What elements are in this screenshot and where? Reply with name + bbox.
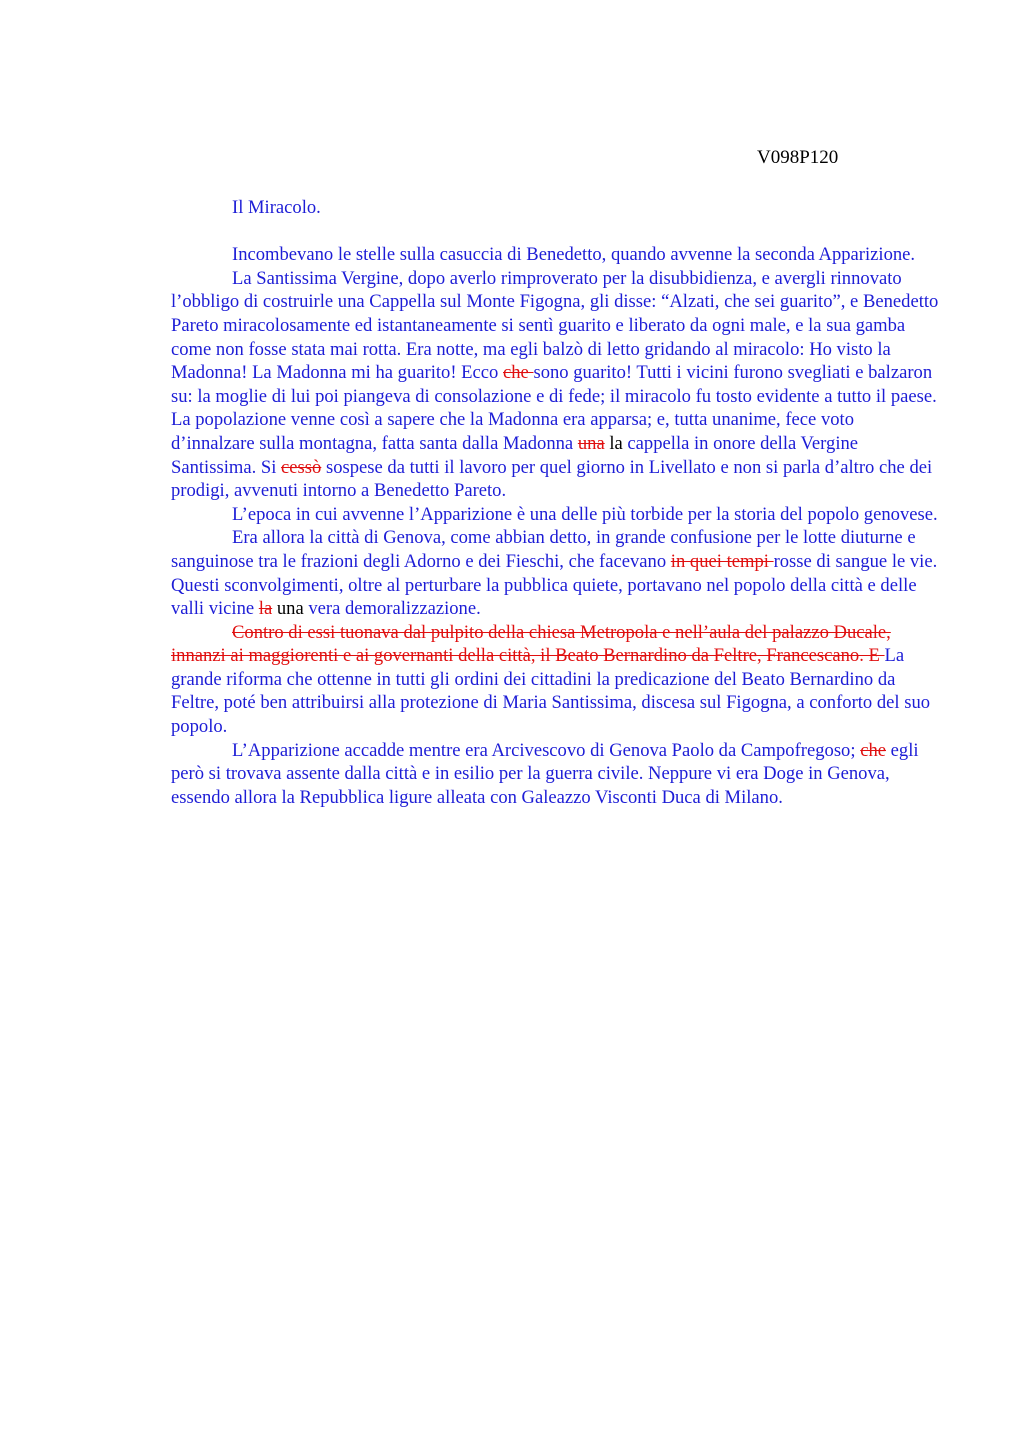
text-segment: sospese da tutti il lavoro per quel giorno in Livellato e non si parla d’altro che dei prodigi, avvenuti intorno a Benedetto Pareto. bbox=[171, 456, 933, 502]
inserted-text: la bbox=[604, 432, 623, 454]
text-segment: La grande riforma che ottenne in tutti gli ordini dei cittadini la predicazione del Beato Bernardino da Feltre, poté ben attribuirsi alla protezione di Maria Santissima, discesa sul Figogna, a conforto del suo popolo. bbox=[171, 645, 931, 738]
deleted-text: che bbox=[503, 362, 534, 384]
deleted-text: in quei tempi bbox=[670, 550, 774, 572]
inserted-text: una bbox=[272, 598, 304, 620]
paragraph bbox=[171, 526, 941, 620]
text-segment: L’Apparizione accadde mentre era Arcivescovo di Genova Paolo da Campofregoso; bbox=[232, 739, 861, 761]
deleted-text: la bbox=[258, 598, 273, 620]
deleted-text: cessò bbox=[281, 456, 322, 478]
deleted-text: una bbox=[577, 432, 605, 454]
text-segment: La Santissima Vergine, dopo averlo rimproverato per la disubbidienza, e avergli rinnovato l’obbligo di costruirle una Cappella sul Monte Figogna, gli disse: “Alzati, che sei guarito”, e Benedetto Pareto miracolosamente ed istantaneamente si sentì guarito e liberato da ogni male, e la sua gamba come non fosse stata mai rotta. Era notte, ma egli balzò di letto gridando al miracolo: Ho visto la Madonna! La Madonna mi ha guarito! Ecco bbox=[171, 267, 939, 384]
paragraph bbox=[171, 739, 941, 810]
paragraph bbox=[171, 243, 941, 267]
deleted-text: che bbox=[860, 739, 886, 761]
text-segment: sono guarito! Tutti i vicini furono svegliati e balzaron su: la moglie di lui poi piangeva di consolazione e di fede; il miracolo fu tosto evidente a tutto il paese. La popolazione venne così a sapere che la Madonna era apparsa; e, tutta unanime, fece voto d’innalzare sulla montagna, fatta santa dalla Madonna bbox=[171, 362, 937, 454]
text-segment: L’epoca in cui avvenne l’Apparizione è una delle più torbide per la storia del popolo genovese. bbox=[232, 503, 938, 525]
deleted-text: Contro di essi tuonava dal pulpito della chiesa Metropola e nell’aula del palazzo Ducale, innanzi ai maggiorenti e ai governanti della città, il Beato Bernardino da Feltre, Francescano. E bbox=[171, 621, 891, 667]
text-segment: vera demoralizzazione. bbox=[303, 598, 481, 620]
paragraph bbox=[171, 503, 941, 527]
text-segment: egli però si trovava assente dalla città e in esilio per la guerra civile. Neppure vi era Doge in Genova, essendo allora la Repubblica ligure alleata con Galeazzo Visconti Duca di Milano. bbox=[171, 739, 919, 808]
text-segment: cappella in onore della Vergine Santissima. Si bbox=[171, 432, 859, 478]
paragraph bbox=[171, 621, 941, 739]
text-segment: rosse di sangue le vie. Questi sconvolgimenti, oltre al perturbare la pubblica quiete, portavano nel popolo della città e delle valli vicine bbox=[171, 550, 938, 620]
document-body bbox=[171, 196, 941, 809]
text-segment: Incombevano le stelle sulla casuccia di Benedetto, quando avvenne la seconda Apparizione. bbox=[232, 244, 916, 266]
text-segment: Era allora la città di Genova, come abbian detto, in grande confusione per le lotte diuturne e sanguinose tra le frazioni degli Adorno e dei Fieschi, che facevano bbox=[171, 527, 916, 572]
paragraph bbox=[171, 267, 941, 503]
document-title: Il Miracolo. bbox=[232, 197, 321, 218]
page-code: V098P120 bbox=[757, 147, 839, 168]
